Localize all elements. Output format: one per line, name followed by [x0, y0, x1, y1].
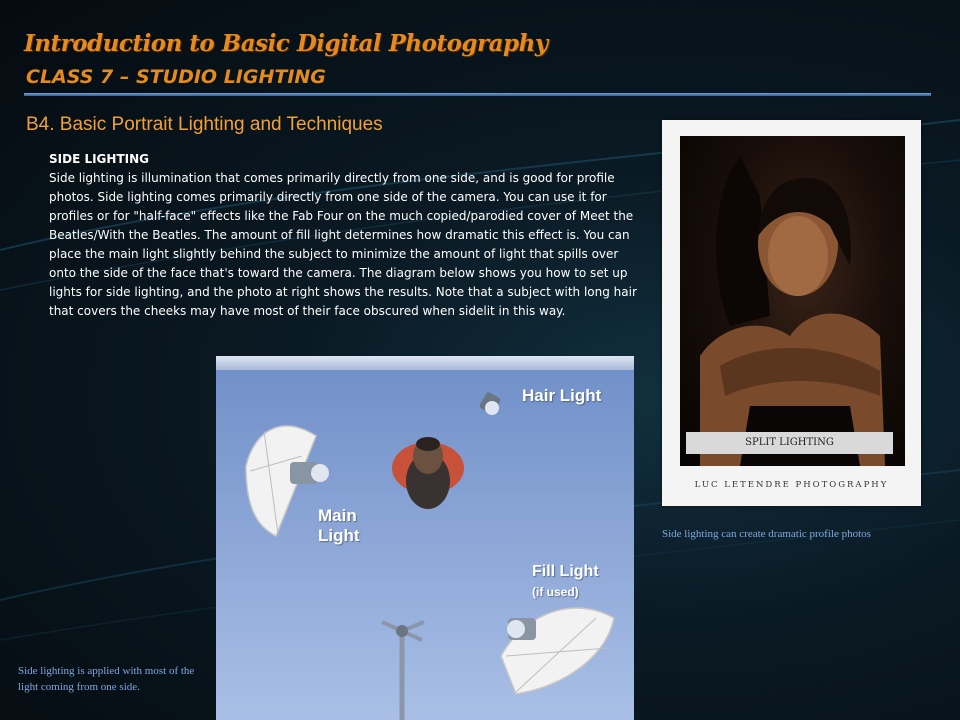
subject-icon — [392, 437, 464, 509]
main-light-label — [318, 506, 360, 546]
fill-light-umbrella-icon — [501, 608, 614, 694]
page-title: Introduction to Basic Digital Photography — [24, 30, 548, 57]
hair-light-icon — [479, 391, 502, 415]
lighting-diagram-art — [216, 356, 634, 720]
photo-caption: Side lighting can create dramatic profile photos — [662, 528, 871, 540]
lighting-diagram — [216, 356, 634, 720]
main-light-label-line2: Light — [318, 526, 360, 545]
section-title: B4. Basic Portrait Lighting and Techniques — [26, 114, 383, 135]
hair-light-label: Hair Light — [522, 386, 602, 405]
photo-credit: LUC LETENDRE PHOTOGRAPHY — [694, 480, 889, 490]
portrait-photo-frame — [662, 120, 921, 506]
side-lighting-heading: SIDE LIGHTING — [49, 152, 149, 166]
main-light-label-line1: Main — [318, 506, 357, 525]
side-lighting-text — [49, 150, 644, 321]
split-lighting-portrait — [680, 136, 905, 466]
header-divider — [24, 93, 931, 96]
split-lighting-label: SPLIT LIGHTING — [686, 432, 893, 454]
diagram-caption: Side lighting is applied with most of the light coming from one side. — [18, 665, 195, 693]
fill-light-note: (if used) — [532, 585, 579, 599]
light-stand-icon — [382, 622, 424, 720]
page-subtitle: CLASS 7 – STUDIO LIGHTING — [26, 66, 326, 88]
fill-light-label: Fill Light — [532, 563, 599, 580]
portrait-figure — [680, 136, 905, 466]
side-lighting-paragraph: Side lighting is illumination that comes primarily directly from one side, and is good for profile photos. Side lighting comes primarily directly from one side of the camera. You can use it for profiles or for "half-face" effects like the Fab Four on the much copied/parodied cover of Meet the Beatles/With the Beatles. The amount of fill light determines how dramatic this effect is. You can place the main light slightly behind the subject to minimize the amount of light that spills over onto the side of the face that's toward the camera. The diagram below shows you how to set up lights for side lighting, and the photo at right shows the results. Note that a subject with long hair that covers the cheeks may have most of their face obscured when sidelit in this way. — [49, 171, 637, 318]
main-light-umbrella-icon — [246, 426, 329, 536]
